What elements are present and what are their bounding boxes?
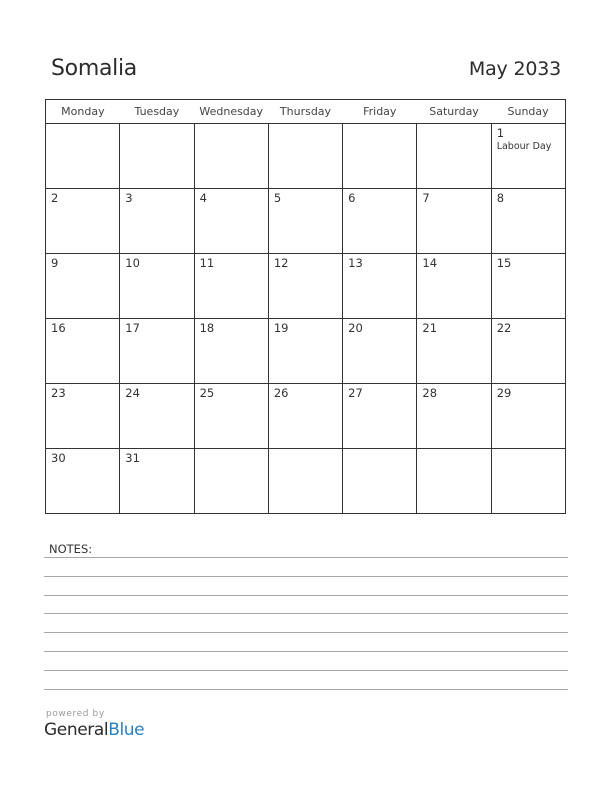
day-number: 1 (496, 126, 505, 140)
holiday-label (343, 270, 416, 271)
day-cell (343, 254, 417, 319)
day-number: 27 (348, 386, 363, 400)
brand-name-blue: Blue (108, 720, 145, 740)
note-line (44, 557, 568, 558)
day-cell (120, 254, 194, 319)
week-row (46, 319, 566, 384)
holiday-label (269, 126, 342, 127)
day-cell (194, 449, 268, 514)
day-number: 2 (51, 191, 59, 205)
holiday-label (120, 465, 193, 466)
holiday-label (492, 270, 565, 271)
holiday-label (46, 205, 119, 206)
holiday-label (195, 335, 268, 336)
note-line (44, 613, 568, 614)
notes-label: NOTES: (49, 542, 93, 556)
weekday-header: Friday (343, 100, 417, 124)
day-cell (120, 449, 194, 514)
day-number: 20 (348, 321, 363, 335)
holiday-label (269, 270, 342, 271)
holiday-label (195, 400, 268, 401)
day-cell (46, 189, 120, 254)
day-number: 4 (199, 191, 207, 205)
holiday-label (492, 400, 565, 401)
day-cell (491, 449, 565, 514)
day-number: 16 (51, 321, 66, 335)
powered-by-text: powered by (46, 709, 105, 719)
day-number: 8 (496, 191, 505, 205)
day-number: 25 (199, 386, 215, 400)
holiday-label (343, 126, 416, 127)
holiday-label (417, 270, 490, 271)
day-number: 28 (422, 386, 438, 400)
day-number: 17 (125, 321, 140, 335)
day-number: 5 (273, 191, 282, 205)
holiday-label (195, 451, 268, 452)
day-cell (120, 124, 194, 189)
holiday-label (417, 335, 490, 336)
holiday-label (46, 400, 119, 401)
day-cell (46, 449, 120, 514)
day-cell (491, 254, 565, 319)
holiday-label (343, 335, 416, 336)
day-number: 10 (125, 256, 140, 270)
week-row (46, 189, 566, 254)
day-cell (343, 449, 417, 514)
day-cell (268, 124, 342, 189)
day-cell (120, 319, 194, 384)
day-cell (194, 254, 268, 319)
day-cell (491, 189, 565, 254)
brand-name-general: General (44, 720, 109, 740)
day-cell (194, 189, 268, 254)
day-cell (417, 449, 491, 514)
holiday-label (120, 335, 193, 336)
day-cell (46, 254, 120, 319)
holiday-label (46, 335, 119, 336)
day-cell (268, 319, 342, 384)
day-cell (268, 254, 342, 319)
day-cell (343, 319, 417, 384)
day-cell (343, 384, 417, 449)
day-cell (120, 384, 194, 449)
weekday-header: Wednesday (194, 100, 268, 124)
holiday-label (120, 205, 193, 206)
holiday-label: Labour Day (496, 141, 552, 152)
day-cell (343, 189, 417, 254)
brand-logo (44, 720, 144, 740)
note-line (44, 632, 568, 633)
day-number: 12 (273, 256, 289, 270)
day-cell (491, 319, 565, 384)
week-row (46, 124, 566, 189)
holiday-label (343, 400, 416, 401)
weekday-header: Monday (46, 100, 120, 124)
holiday-label (492, 335, 565, 336)
holiday-label (492, 451, 565, 452)
holiday-label (195, 126, 268, 127)
note-line (44, 595, 568, 596)
holiday-label (269, 400, 342, 401)
day-number: 22 (496, 321, 512, 335)
day-cell (417, 384, 491, 449)
day-cell (343, 124, 417, 189)
day-cell (268, 384, 342, 449)
holiday-label (269, 335, 342, 336)
day-cell (46, 319, 120, 384)
day-number: 23 (51, 386, 66, 400)
day-cell (491, 124, 565, 189)
holiday-label (120, 270, 193, 271)
holiday-label (120, 400, 193, 401)
day-cell (417, 254, 491, 319)
day-cell (46, 124, 120, 189)
day-cell (46, 384, 120, 449)
day-number: 14 (422, 256, 438, 270)
day-cell (194, 319, 268, 384)
day-number: 31 (125, 451, 140, 465)
holiday-label (417, 400, 490, 401)
holiday-label (417, 205, 490, 206)
holiday-label (269, 451, 342, 452)
day-number: 3 (125, 191, 133, 205)
day-cell (194, 124, 268, 189)
day-number: 7 (422, 191, 430, 205)
week-row (46, 254, 566, 319)
weekday-header-row (46, 100, 566, 124)
day-number: 30 (51, 451, 66, 465)
note-line (44, 576, 568, 577)
day-cell (417, 319, 491, 384)
holiday-label (46, 126, 119, 127)
day-number: 21 (422, 321, 438, 335)
holiday-label (46, 465, 119, 466)
day-cell (417, 124, 491, 189)
holiday-label (343, 451, 416, 452)
week-row (46, 384, 566, 449)
holiday-label (343, 205, 416, 206)
day-number: 15 (496, 256, 512, 270)
day-cell (268, 189, 342, 254)
day-number: 29 (496, 386, 512, 400)
holiday-label (492, 205, 565, 206)
holiday-label (195, 205, 268, 206)
weekday-header: Tuesday (120, 100, 194, 124)
day-number: 6 (348, 191, 356, 205)
day-number: 11 (199, 256, 215, 270)
day-cell (194, 384, 268, 449)
weekday-header: Sunday (491, 100, 565, 124)
day-cell (268, 449, 342, 514)
weekday-header: Thursday (268, 100, 342, 124)
day-number: 24 (125, 386, 140, 400)
holiday-label (120, 126, 193, 127)
holiday-label (417, 451, 490, 452)
day-number: 13 (348, 256, 363, 270)
country-title: Somalia (51, 56, 137, 81)
note-line (44, 689, 568, 690)
day-number: 18 (199, 321, 215, 335)
day-cell (491, 384, 565, 449)
month-year-title: May 2033 (468, 58, 561, 80)
note-line (44, 651, 568, 652)
holiday-label (46, 270, 119, 271)
day-number: 19 (273, 321, 289, 335)
day-cell (120, 189, 194, 254)
weekday-header: Saturday (417, 100, 491, 124)
holiday-label (417, 126, 490, 127)
week-row (46, 449, 566, 514)
day-number: 9 (51, 256, 59, 270)
calendar-grid (45, 99, 566, 514)
holiday-label (195, 270, 268, 271)
day-cell (417, 189, 491, 254)
note-line (44, 670, 568, 671)
day-number: 26 (273, 386, 289, 400)
holiday-label (269, 205, 342, 206)
